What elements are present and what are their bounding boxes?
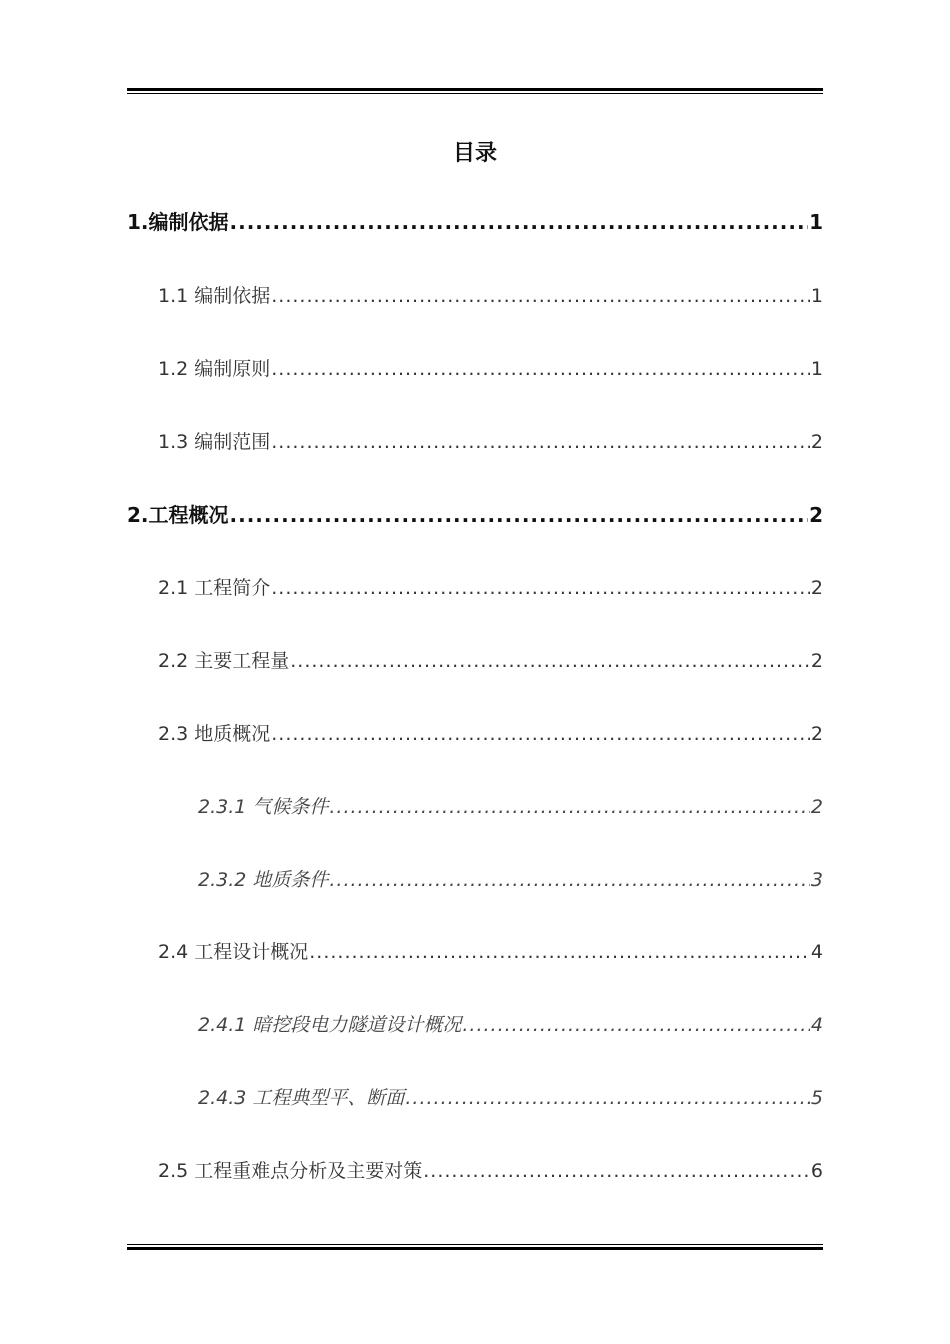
toc-entry-page: 2 — [810, 796, 823, 818]
dot-leader — [309, 937, 810, 967]
toc-entry-2-3-2[interactable] — [198, 865, 823, 895]
toc-entry-2-4[interactable] — [158, 937, 823, 967]
dot-leader — [290, 646, 810, 676]
toc-entry-label: 2.2 主要工程量 — [158, 650, 290, 672]
toc-entry-2-1[interactable] — [158, 573, 823, 603]
toc-entry-2-4-3[interactable] — [198, 1083, 823, 1113]
toc-entry-page: 4 — [810, 941, 823, 963]
toc-entry-page: 6 — [810, 1160, 823, 1182]
toc-entry-1-3[interactable] — [158, 427, 823, 457]
dot-leader — [329, 792, 810, 822]
toc-entry-page: 2 — [809, 503, 823, 527]
toc-entry-label: 2.3.2 地质条件 — [198, 869, 329, 891]
toc-entry-label: 2.3 地质概况 — [158, 723, 271, 745]
toc-entry-1[interactable] — [127, 207, 823, 237]
toc-entry-label: 2.5 工程重难点分析及主要对策 — [158, 1160, 423, 1182]
toc-entry-label: 1.3 编制范围 — [158, 431, 271, 453]
toc-entry-page: 2 — [810, 431, 823, 453]
toc-entry-2-3-1[interactable] — [198, 792, 823, 822]
toc-entry-2-4-1[interactable] — [198, 1010, 823, 1040]
toc-entry-label: 2.3.1 气候条件 — [198, 796, 329, 818]
dot-leader — [271, 719, 810, 749]
dot-leader — [271, 573, 810, 603]
toc-entry-1-1[interactable] — [158, 281, 823, 311]
dot-leader — [271, 281, 810, 311]
toc-entry-label: 2.4.1 暗挖段电力隧道设计概况 — [198, 1014, 462, 1036]
dot-leader — [462, 1010, 810, 1040]
toc-entry-label: 2.4 工程设计概况 — [158, 941, 309, 963]
toc-entry-page: 2 — [810, 650, 823, 672]
toc-entry-2[interactable] — [127, 500, 823, 530]
toc-entry-label: 2.工程概况 — [127, 503, 229, 527]
toc-entry-page: 1 — [810, 358, 823, 380]
dot-leader — [271, 427, 810, 457]
toc-entry-1-2[interactable] — [158, 354, 823, 384]
toc-entry-page: 1 — [810, 285, 823, 307]
toc-entry-2-3[interactable] — [158, 719, 823, 749]
toc-entry-page: 4 — [810, 1014, 823, 1036]
toc-entry-page: 2 — [810, 577, 823, 599]
dot-leader — [405, 1083, 810, 1113]
toc-entry-page: 5 — [810, 1087, 823, 1109]
toc-entry-label: 1.2 编制原则 — [158, 358, 271, 380]
dot-leader — [271, 354, 810, 384]
toc-entry-2-2[interactable] — [158, 646, 823, 676]
toc-entry-page: 1 — [809, 210, 823, 234]
toc-entry-2-5[interactable] — [158, 1156, 823, 1186]
dot-leader — [423, 1156, 810, 1186]
toc-entry-page: 2 — [810, 723, 823, 745]
toc-title: 目录 — [452, 141, 497, 166]
dot-leader — [230, 500, 809, 530]
footer-rule — [127, 1244, 823, 1250]
toc-entry-label: 2.4.3 工程典型平、断面 — [198, 1087, 405, 1109]
toc-entry-label: 2.1 工程简介 — [158, 577, 271, 599]
toc-entry-label: 1.1 编制依据 — [158, 285, 271, 307]
dot-leader — [230, 207, 809, 237]
toc-entry-page: 3 — [810, 869, 823, 891]
dot-leader — [329, 865, 810, 895]
toc-entry-label: 1.编制依据 — [127, 210, 229, 234]
